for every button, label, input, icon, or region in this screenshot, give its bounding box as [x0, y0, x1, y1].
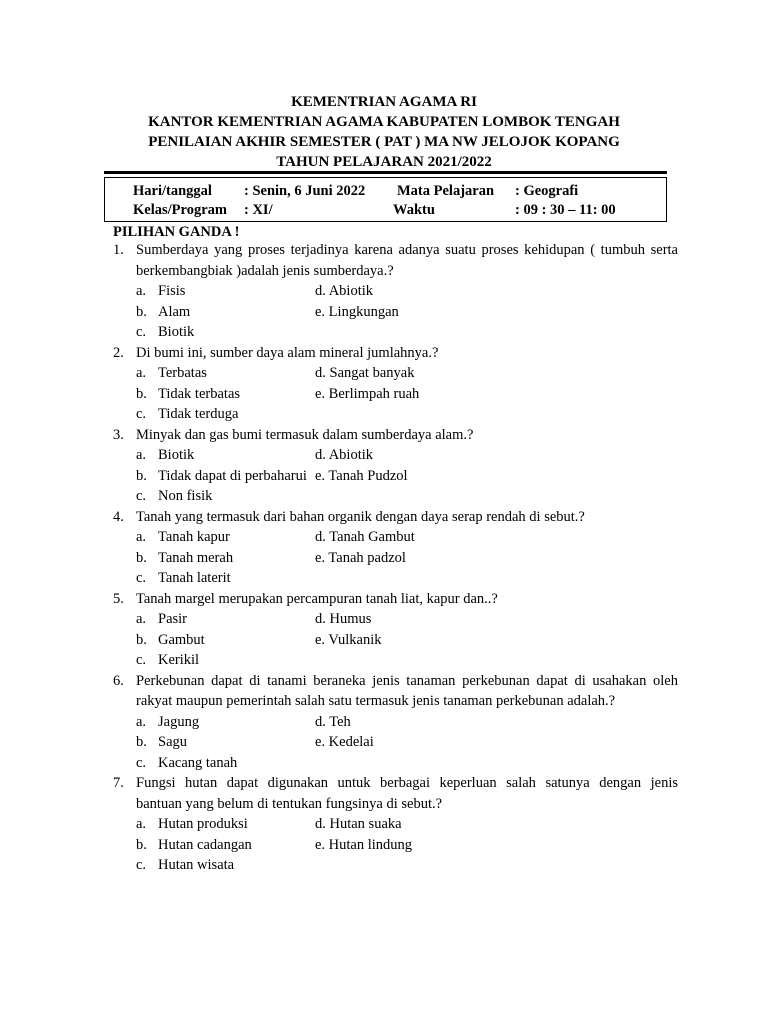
question-number: 5.: [113, 590, 124, 607]
question-line: [113, 773, 678, 794]
question-text: Di bumi ini, sumber daya alam mineral jumlahnya.?: [136, 344, 439, 361]
answer-row: [113, 630, 678, 651]
option-text-right: d. Humus: [315, 611, 372, 627]
question-number: 2.: [113, 344, 124, 361]
option-letter: b.: [136, 734, 147, 750]
question-line: [113, 343, 678, 364]
option-text-right: d. Hutan suaka: [315, 816, 402, 832]
question-number: 1.: [113, 242, 124, 258]
option-letter: a.: [136, 283, 147, 299]
answer-row: [113, 486, 678, 507]
section-title: PILIHAN GANDA !: [113, 224, 240, 240]
header-exam-title: PENILAIAN AKHIR SEMESTER ( PAT ) MA NW JELOJOK KOPANG: [148, 134, 620, 150]
option-text-right: e. Berlimpah ruah: [315, 385, 420, 402]
answer-row: [113, 814, 678, 835]
option-text: Sagu: [158, 734, 187, 750]
option-text: Non fisik: [158, 488, 213, 504]
time-label: Waktu: [393, 202, 435, 218]
answer-row: [113, 712, 678, 733]
option-letter: a.: [136, 816, 147, 832]
option-text: Jagung: [158, 713, 200, 730]
option-text: Gambut: [158, 631, 205, 648]
answer-row: [113, 568, 678, 589]
option-text: Terbatas: [158, 365, 207, 381]
header-divider: [104, 171, 667, 174]
answer-row: [113, 281, 678, 302]
option-text: Tidak terduga: [158, 406, 239, 422]
question-text: bantuan yang belum di tentukan fungsinya di sebut.?: [136, 795, 443, 812]
option-letter: b.: [136, 836, 147, 853]
day-label: Hari/tanggal: [133, 183, 212, 199]
option-text: Hutan wisata: [158, 857, 235, 873]
header-ministry: KEMENTRIAN AGAMA RI: [291, 94, 477, 110]
option-letter: c.: [136, 652, 147, 668]
option-text-right: d. Abiotik: [315, 283, 374, 299]
option-text-right: e. Tanah padzol: [315, 549, 406, 566]
question-item: [113, 343, 678, 425]
option-text-right: d. Tanah Gambut: [315, 529, 415, 545]
answer-row: [113, 609, 678, 630]
question-line: [113, 671, 678, 692]
option-letter: c.: [136, 570, 147, 586]
option-letter: a.: [136, 447, 147, 463]
option-letter: c.: [136, 754, 147, 771]
question-line: [113, 589, 678, 610]
header-school-year: TAHUN PELAJARAN 2021/2022: [276, 154, 492, 170]
option-text: Kerikil: [158, 652, 200, 668]
option-letter: b.: [136, 385, 147, 402]
option-text-right: e. Kedelai: [315, 734, 374, 750]
answer-row: [113, 753, 678, 774]
option-text: Hutan produksi: [158, 816, 248, 832]
answer-row: [113, 650, 678, 671]
option-letter: b.: [136, 467, 147, 484]
class-label: Kelas/Program: [133, 202, 227, 218]
option-letter: a.: [136, 529, 147, 545]
question-item: [113, 589, 678, 671]
question-line: [113, 691, 678, 712]
answer-row: [113, 302, 678, 323]
question-line: [113, 240, 678, 261]
option-letter: c.: [136, 488, 147, 504]
option-letter: c.: [136, 857, 147, 873]
question-line: [113, 794, 678, 815]
option-text: Alam: [158, 303, 191, 320]
option-letter: b.: [136, 549, 147, 566]
question-number: 3.: [113, 426, 124, 443]
option-text-right: e. Vulkanik: [315, 631, 382, 648]
option-text: Hutan cadangan: [158, 836, 252, 853]
question-number: 4.: [113, 508, 124, 525]
header-office: KANTOR KEMENTRIAN AGAMA KABUPATEN LOMBOK TENGAH: [148, 114, 620, 130]
answer-row: [113, 527, 678, 548]
class-value: : XI/: [244, 202, 273, 218]
answer-row: [113, 404, 678, 425]
question-line: [113, 507, 678, 528]
option-text: Fisis: [158, 283, 186, 299]
option-text: Tidak dapat di perbaharui: [158, 467, 307, 484]
option-letter: b.: [136, 303, 147, 320]
option-text-right: d. Teh: [315, 713, 351, 730]
question-item: [113, 240, 678, 343]
question-item: [113, 671, 678, 774]
exam-info-box: [104, 177, 667, 222]
answer-row: [113, 384, 678, 405]
question-text: rakyat maupun pemerintah salah satu termasuk jenis tanaman perkebunan adalah.?: [136, 693, 616, 709]
question-number: 7.: [113, 775, 124, 791]
option-letter: a.: [136, 713, 147, 730]
answer-row: [113, 445, 678, 466]
option-text: Tanah merah: [158, 549, 234, 566]
option-text-right: e. Hutan lindung: [315, 836, 413, 853]
option-text-right: e. Tanah Pudzol: [315, 467, 408, 484]
time-value: : 09 : 30 – 11: 00: [515, 202, 616, 218]
question-item: [113, 773, 678, 876]
option-text: Kacang tanah: [158, 754, 238, 771]
answer-row: [113, 732, 678, 753]
exam-header: [0, 92, 768, 172]
option-text-right: d. Sangat banyak: [315, 365, 415, 381]
question-list: [113, 240, 678, 876]
question-text: Minyak dan gas bumi termasuk dalam sumberdaya alam.?: [136, 426, 474, 443]
option-text: Tidak terbatas: [158, 385, 241, 402]
question-item: [113, 425, 678, 507]
option-letter: b.: [136, 631, 147, 648]
question-text: Tanah margel merupakan percampuran tanah liat, kapur dan..?: [136, 590, 498, 607]
question-line: [113, 261, 678, 282]
option-letter: c.: [136, 406, 147, 422]
question-line: [113, 425, 678, 446]
answer-row: [113, 855, 678, 876]
option-text: Biotik: [158, 447, 195, 463]
option-letter: a.: [136, 611, 147, 627]
answer-row: [113, 548, 678, 569]
answer-row: [113, 363, 678, 384]
subject-label: Mata Pelajaran: [397, 183, 495, 199]
question-text: Fungsi hutan dapat digunakan untuk berbagai keperluan salah satunya dengan jenis: [136, 775, 678, 791]
option-text: Tanah kapur: [158, 529, 230, 545]
option-text-right: d. Abiotik: [315, 447, 374, 463]
answer-row: [113, 835, 678, 856]
option-text-right: e. Lingkungan: [315, 303, 399, 320]
option-text: Pasir: [158, 611, 187, 627]
option-letter: c.: [136, 324, 147, 340]
question-item: [113, 507, 678, 589]
answer-row: [113, 466, 678, 487]
answer-row: [113, 322, 678, 343]
question-text: Perkebunan dapat di tanami beraneka jenis tanaman perkebunan dapat di usahakan oleh: [136, 672, 678, 689]
question-text: berkembangbiak )adalah jenis sumberdaya.?: [136, 262, 394, 279]
option-letter: a.: [136, 365, 147, 381]
option-text: Biotik: [158, 324, 195, 340]
subject-value: : Geografi: [515, 183, 579, 199]
day-value: : Senin, 6 Juni 2022: [244, 183, 366, 199]
question-number: 6.: [113, 672, 124, 689]
question-text: Tanah yang termasuk dari bahan organik dengan daya serap rendah di sebut.?: [136, 508, 585, 525]
question-text: Sumberdaya yang proses terjadinya karena adanya suatu proses kehidupan ( tumbuh serta: [136, 242, 678, 258]
option-text: Tanah laterit: [158, 570, 231, 586]
